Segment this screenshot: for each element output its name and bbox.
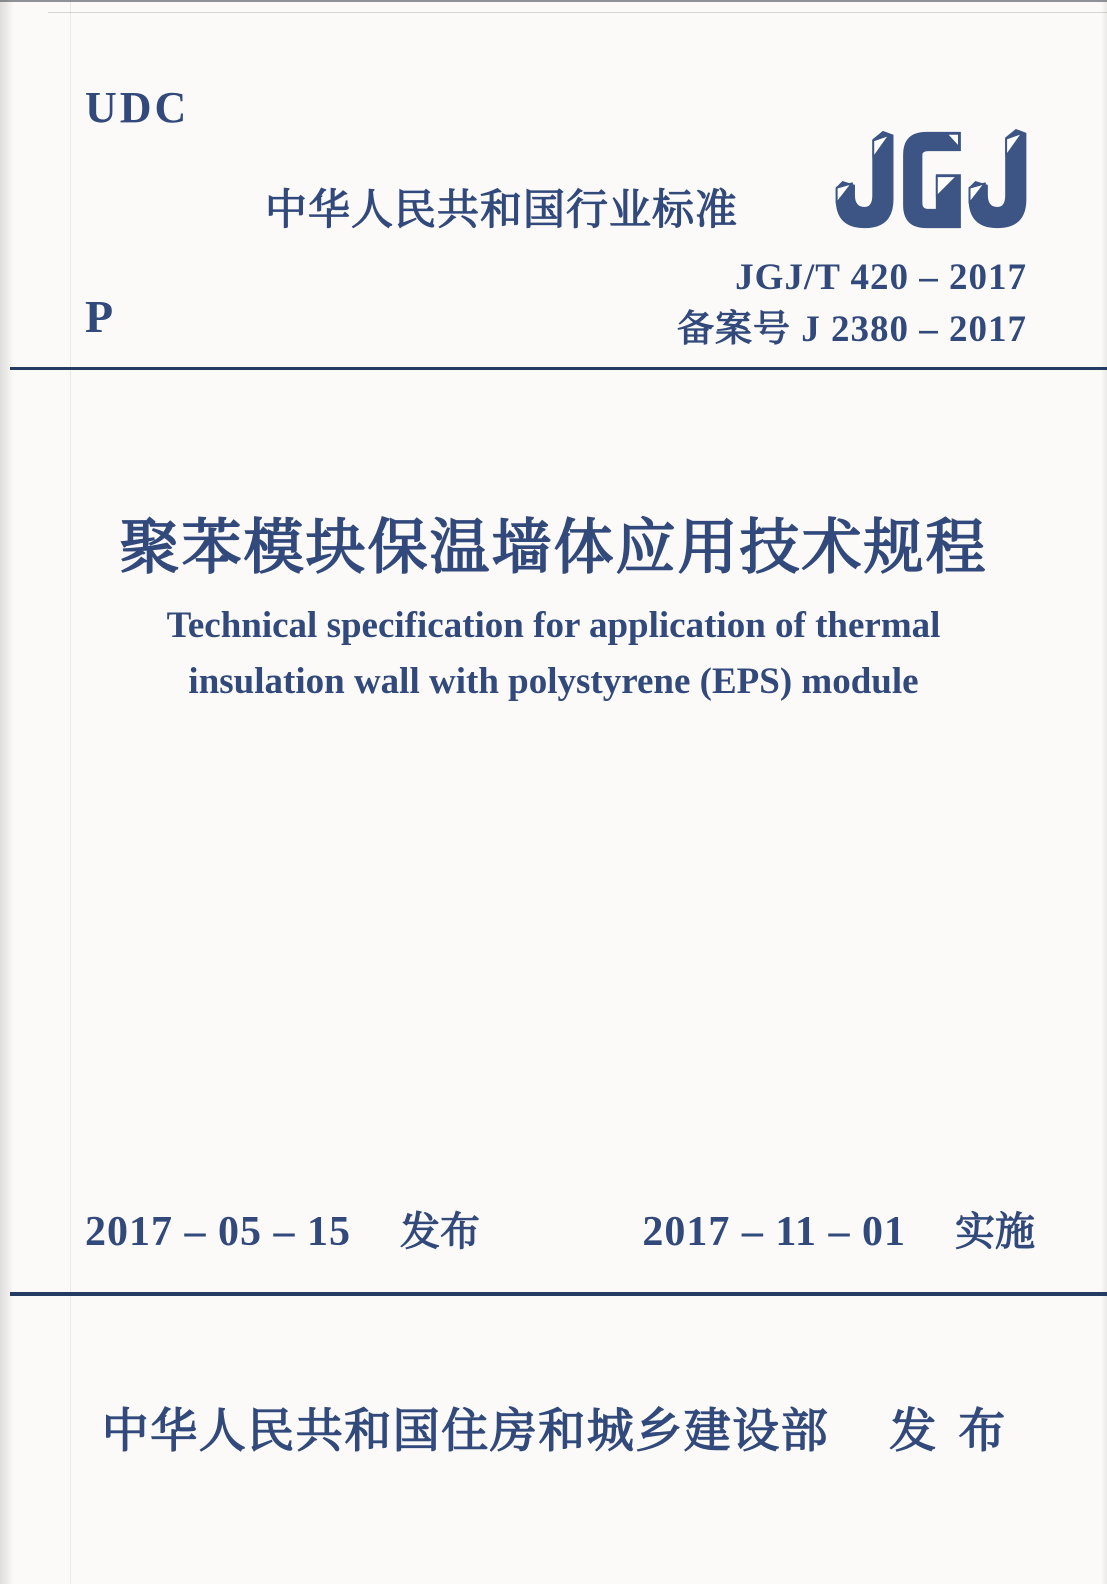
implementation-label: 实施 xyxy=(955,1210,1035,1254)
dates-row xyxy=(85,1208,1035,1265)
title-english-line1: Technical specification for application of thermal xyxy=(166,605,941,646)
scan-left-edge xyxy=(0,0,14,1584)
standard-number: JGJ/T 420 – 2017 xyxy=(735,257,1027,298)
release-label: 发布 xyxy=(400,1210,480,1254)
standard-number-block xyxy=(677,252,1027,356)
release-date: 2017 – 05 – 15 xyxy=(85,1209,351,1255)
national-standard-header: 中华人民共和国行业标准 xyxy=(265,186,739,233)
title-english-line2: insulation wall with polystyrene (EPS) module xyxy=(188,661,919,702)
record-number: 备案号 J 2380 – 2017 xyxy=(677,309,1027,350)
jgj-logo-graphic xyxy=(834,128,1030,232)
publisher-name: 中华人民共和国住房和城乡建设部 xyxy=(101,1404,830,1457)
title-english xyxy=(0,598,1107,710)
paper-crease xyxy=(70,0,71,1584)
bottom-divider-rule xyxy=(10,1292,1107,1296)
jgj-logo xyxy=(834,128,1030,232)
implementation-date: 2017 – 11 – 01 xyxy=(642,1209,906,1255)
classification-code: P xyxy=(85,291,114,342)
udc-label: UDC xyxy=(85,83,190,132)
scan-top-edge xyxy=(0,0,1107,2)
scan-right-edge xyxy=(1101,0,1107,1584)
title-chinese: 聚苯模块保温墙体应用技术规程 xyxy=(119,515,988,581)
scan-top-crease xyxy=(48,12,1107,13)
publisher-action: 发布 xyxy=(889,1404,1028,1457)
release-group xyxy=(85,1208,480,1265)
implementation-group xyxy=(642,1208,1035,1265)
top-divider-rule xyxy=(10,367,1107,370)
publisher-row xyxy=(0,1402,1107,1460)
